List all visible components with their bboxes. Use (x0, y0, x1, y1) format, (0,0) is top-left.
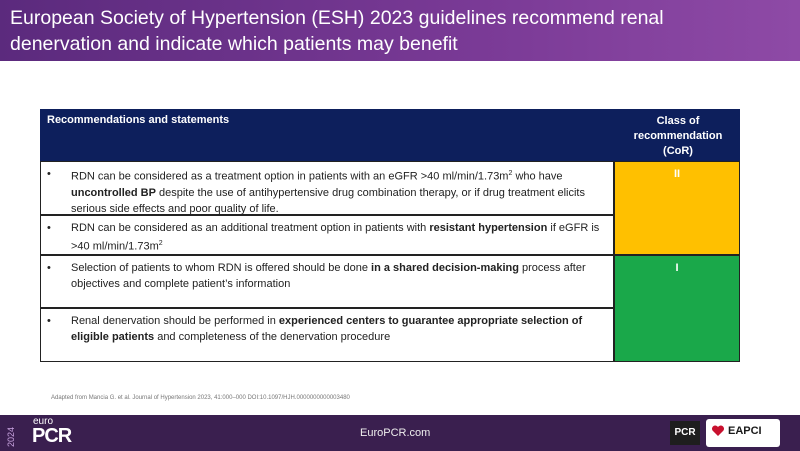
row-text-part: process after objectives and complete patient’s information (71, 262, 586, 290)
row-bold-text: in a shared decision-making (371, 262, 519, 274)
header-cor-line-2: recommendation (633, 130, 723, 142)
row-bold-text: uncontrolled BP (71, 186, 156, 199)
cor-cell-class-ii (614, 161, 740, 255)
pcr-logo: PCR (670, 421, 700, 445)
row-bold-text: experienced centers to guarantee appropriate selection of eligible patients (71, 315, 583, 343)
row-text (71, 166, 609, 217)
row-text-part: Renal denervation should be performed in (71, 315, 279, 327)
superscript: 2 (508, 170, 513, 177)
eapci-logo (706, 419, 780, 447)
slide-title-line-1: European Society of Hypertension (ESH) 2023 guidelines recommend renal (10, 7, 664, 29)
header-class-of-recommendation (615, 114, 741, 159)
row-text (71, 220, 609, 255)
footer-url: EuroPCR.com (360, 427, 431, 439)
header-recommendations: Recommendations and statements (47, 114, 230, 126)
bullet: • (47, 222, 51, 234)
header-cor-line-1: Class of (656, 115, 700, 127)
row-text-part: RDN can be considered as an additional treatment option in patients with (71, 222, 430, 234)
cor-label: II (673, 168, 681, 180)
row-bold-text: resistant hypertension (429, 222, 548, 234)
row-text-part: RDN can be considered as a treatment option in patients with an eGFR >40 ml/min/1.73m (71, 170, 509, 183)
source-citation: Adapted from Mancia G. et al. Journal of Hypertension 2023, 41:000–000 DOI:10.1097/HJH.0000000000003480 (51, 395, 350, 401)
table-row (40, 255, 614, 308)
header-cor-line-3: (CoR) (663, 145, 693, 157)
superscript: 2 (158, 240, 163, 247)
footer-euro-label: euro (33, 416, 54, 427)
row-text-part: despite the use of antihypertensive drug combination therapy, or if drug treatment elicits serious side effects and poor quality of life. (71, 186, 585, 215)
heart-icon (711, 424, 725, 438)
bullet: • (47, 262, 51, 274)
table-row (40, 308, 614, 362)
slide-title (10, 5, 790, 57)
table-row (40, 215, 614, 255)
table-row (40, 161, 614, 215)
cor-cell-class-i (614, 255, 740, 362)
row-text-part: and completeness of the denervation procedure (154, 331, 391, 343)
row-text (71, 313, 609, 345)
row-text-part: if eGFR is >40 ml/min/1.73m (71, 222, 600, 253)
eapci-logo-text: EAPCI (728, 425, 762, 437)
europcr-logo: PCR (32, 425, 72, 447)
row-text (71, 260, 609, 292)
slide-title-line-2: denervation and indicate which patients may benefit (10, 33, 458, 55)
row-text-part: who have (512, 170, 563, 183)
row-text-part: Selection of patients to whom RDN is offered should be done (71, 262, 372, 274)
cor-label: I (675, 262, 679, 274)
footer-year: 2024 (6, 426, 16, 447)
bullet: • (47, 315, 51, 327)
table-header (40, 109, 740, 161)
bullet: • (47, 168, 51, 180)
